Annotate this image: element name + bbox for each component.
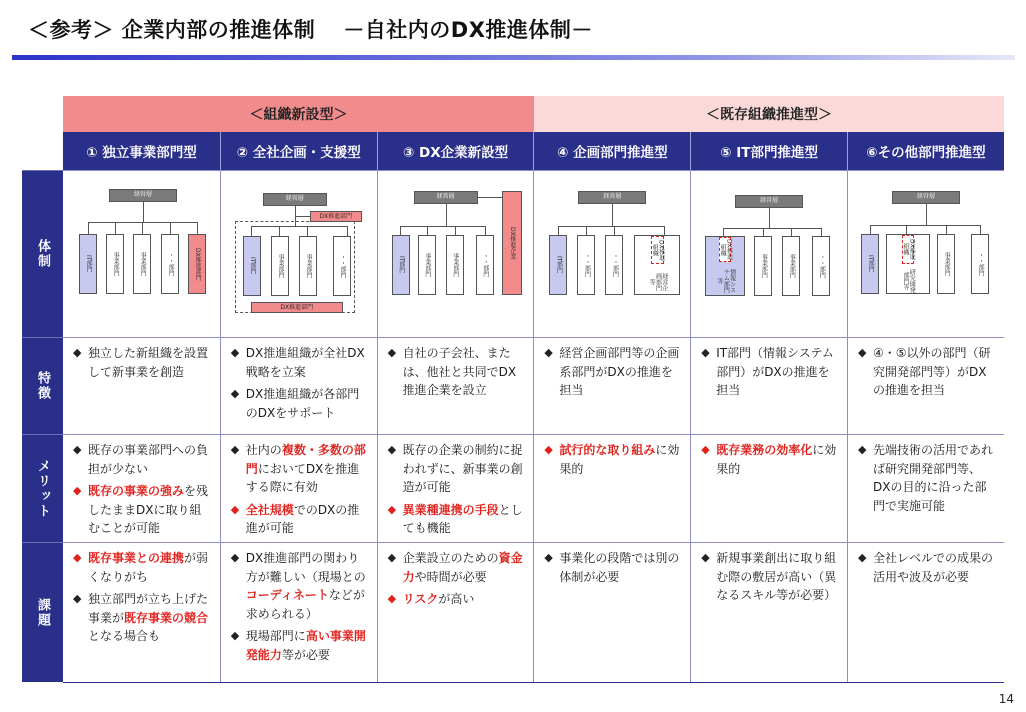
dx-company-box: DX推進企業	[502, 191, 522, 295]
planning-dept-label: 経営企画部門等	[648, 273, 668, 292]
biz-dept-box: 事業部門	[299, 236, 317, 296]
bullet-text: ◆ 既存の事業の強みを残したままDXに取り組むことが可能	[73, 482, 213, 538]
org-chart-3	[377, 171, 534, 337]
dx-org-box: DX推進組織	[902, 235, 914, 264]
issues-cell-2	[220, 543, 377, 682]
org-chart-6	[847, 171, 1004, 337]
type-header-1: ① 独立事業部門型	[86, 145, 197, 161]
exec-box: 経営層	[735, 195, 803, 208]
type-header-3: ③ DX企業新設型	[377, 132, 534, 170]
features-cell-1	[63, 338, 220, 434]
bullet-text: ◆ 全社規模でのDXの推進が可能	[231, 501, 370, 538]
bullet-text: ◆ 現場部門に高い事業開発能力等が必要	[231, 627, 370, 664]
rd-dept-box	[886, 234, 930, 294]
it-dept-box: IT部門	[861, 234, 879, 294]
bullet-text: ◆ IT部門（情報システム部門）がDXの推進を担当	[701, 344, 840, 400]
title-subtitle: －自社内のDX推進体制－	[343, 18, 593, 42]
it-dept-box: IT部門	[79, 234, 97, 294]
other-dept-box: ・・部門	[577, 235, 595, 295]
bullet-text: ◆ 自社の子会社、または、他社と共同でDX推進企業を設立	[388, 344, 527, 400]
features-cell-3	[377, 338, 534, 434]
org-chart-4	[533, 171, 690, 337]
dx-dept-box: DX推進部門	[310, 211, 362, 222]
other-dept-box: ・・部門	[812, 236, 830, 296]
bullet-text: ◆ DX推進組織が各部門のDXをサポート	[231, 385, 370, 422]
bullet-text: ◆ 既存の事業部門への負担が少ない	[73, 441, 213, 478]
other-dept-box: ・・部門	[605, 235, 623, 295]
structure-row	[63, 170, 1004, 337]
bullet-text: ◆ DX推進部門の関わり方が難しい（現場とのコーディネートなどが求められる）	[231, 549, 370, 623]
bullet-text: ◆ リスクが高い	[388, 590, 527, 609]
org-chart-2	[220, 171, 377, 337]
bullet-text: ◆ 既存の企業の制約に捉われずに、新事業の創造が可能	[388, 441, 527, 497]
type-header-2: ② 全社企画・支援型	[220, 132, 377, 170]
row-label-merits: メリット	[22, 434, 63, 542]
info-sys-label: 情報システム部門等	[716, 269, 736, 294]
dx-org-box: DX推進組織	[719, 237, 731, 262]
bullet-text: ◆ 試行的な取り組みに効果的	[544, 441, 683, 478]
other-dept-box: ・・部門	[333, 236, 351, 296]
merits-row	[63, 434, 1004, 542]
dx-org-box: DX推進組織	[651, 236, 664, 264]
biz-dept-box: 事業部門	[754, 236, 772, 296]
merits-cell-3	[377, 435, 534, 542]
biz-dept-box: 事業部門	[106, 234, 124, 294]
bullet-text: ◆ 先端技術の活用であれば研究開発部門等、DXの目的に沿った部門で実施可能	[858, 441, 997, 515]
biz-dept-box: 事業部門	[418, 235, 436, 295]
bullet-text: ◆ 既存業務の効率化に効果的	[701, 441, 840, 478]
row-label-structure: 体制	[22, 170, 63, 337]
bullet-text: ◆ 新規事業創出に取り組む際の敷居が高い（異なるスキル等が必要）	[701, 549, 840, 605]
page-title	[28, 14, 593, 44]
bullet-text: ◆ 事業化の段階では別の体制が必要	[544, 549, 683, 586]
it-dept-box: IT部門	[243, 236, 261, 296]
title-underline	[12, 55, 1015, 60]
bullet-text: ◆ DX推進組織が全社DX戦略を立案	[231, 344, 370, 381]
issues-cell-3	[377, 543, 534, 682]
merits-cell-2	[220, 435, 377, 542]
biz-dept-box: 事業部門	[271, 236, 289, 296]
bullet-text: ◆ 異業種連携の手段としても機能	[388, 501, 527, 538]
biz-dept-box: 事業部門	[782, 236, 800, 296]
type-header-6: ⑥その他部門推進型	[847, 132, 1004, 170]
exec-box: 経営層	[578, 191, 646, 204]
bullet-text: ◆ 独立部門が立ち上げた事業が既存事業の競合となる場合も	[73, 590, 213, 646]
rd-dept-label: 研究開発部門等	[902, 268, 916, 293]
dx-dept-box: DX推進部門	[251, 302, 343, 313]
group-header-row	[63, 96, 1004, 132]
merits-cell-1	[63, 435, 220, 542]
features-cell-6	[847, 338, 1004, 434]
row-label-issues: 課題	[22, 542, 63, 682]
bullet-text: ◆ 企業設立のための資金力や時間が必要	[388, 549, 527, 586]
bullet-text: ◆ 独立した新組織を設置して新事業を創造	[73, 344, 213, 381]
exec-box: 経営層	[263, 193, 327, 206]
issues-row	[63, 542, 1004, 682]
type-header-4: ④ 企画部門推進型	[533, 132, 690, 170]
biz-dept-box: 事業部門	[937, 234, 955, 294]
it-dept-box	[705, 236, 745, 296]
biz-dept-box: 事業部門	[133, 234, 151, 294]
other-dept-box: ・・部門	[476, 235, 494, 295]
planning-dept-box	[634, 235, 680, 295]
type-header-5: ⑤ IT部門推進型	[690, 132, 847, 170]
features-cell-2	[220, 338, 377, 434]
bullet-text: ◆ 既存事業との連携が弱くなりがち	[73, 549, 213, 586]
type-header-row	[63, 132, 1004, 170]
it-dept-box: IT部門	[549, 235, 567, 295]
other-dept-box: ・・部門	[161, 234, 179, 294]
dx-dept-box: DX推進部門	[188, 234, 206, 294]
biz-dept-box: 事業部門	[446, 235, 464, 295]
merits-cell-4	[533, 435, 690, 542]
features-cell-4	[533, 338, 690, 434]
it-dept-box: IT部門	[392, 235, 410, 295]
title-main: ＜参考＞ 企業内部の推進体制	[28, 18, 316, 42]
features-row	[63, 337, 1004, 434]
merits-cell-5	[690, 435, 847, 542]
org-chart-5	[690, 171, 847, 337]
bullet-text: ◆ ④・⑤以外の部門（研究開発部門等）がDXの推進を担当	[858, 344, 997, 400]
issues-cell-6	[847, 543, 1004, 682]
exec-box: 経営層	[414, 191, 478, 204]
features-cell-5	[690, 338, 847, 434]
org-chart-1	[63, 171, 220, 337]
bullet-text: ◆ 社内の複数・多数の部門においてDXを推進する際に有効	[231, 441, 370, 497]
exec-box: 経営層	[892, 191, 960, 204]
row-label-features: 特徴	[22, 337, 63, 434]
issues-cell-5	[690, 543, 847, 682]
page-number: 14	[998, 692, 1014, 706]
exec-box: 経営層	[109, 189, 177, 202]
group-new-org: ＜組織新設型＞	[63, 96, 534, 132]
bullet-text: ◆ 全社レベルでの成果の活用や波及が必要	[858, 549, 997, 586]
table-bottom-border	[63, 682, 1004, 683]
issues-cell-1	[63, 543, 220, 682]
bullet-text: ◆ 経営企画部門等の企画系部門がDXの推進を担当	[544, 344, 683, 400]
group-existing-org: ＜既存組織推進型＞	[534, 96, 1004, 132]
issues-cell-4	[533, 543, 690, 682]
merits-cell-6	[847, 435, 1004, 542]
other-dept-box: ・・部門	[971, 234, 989, 294]
